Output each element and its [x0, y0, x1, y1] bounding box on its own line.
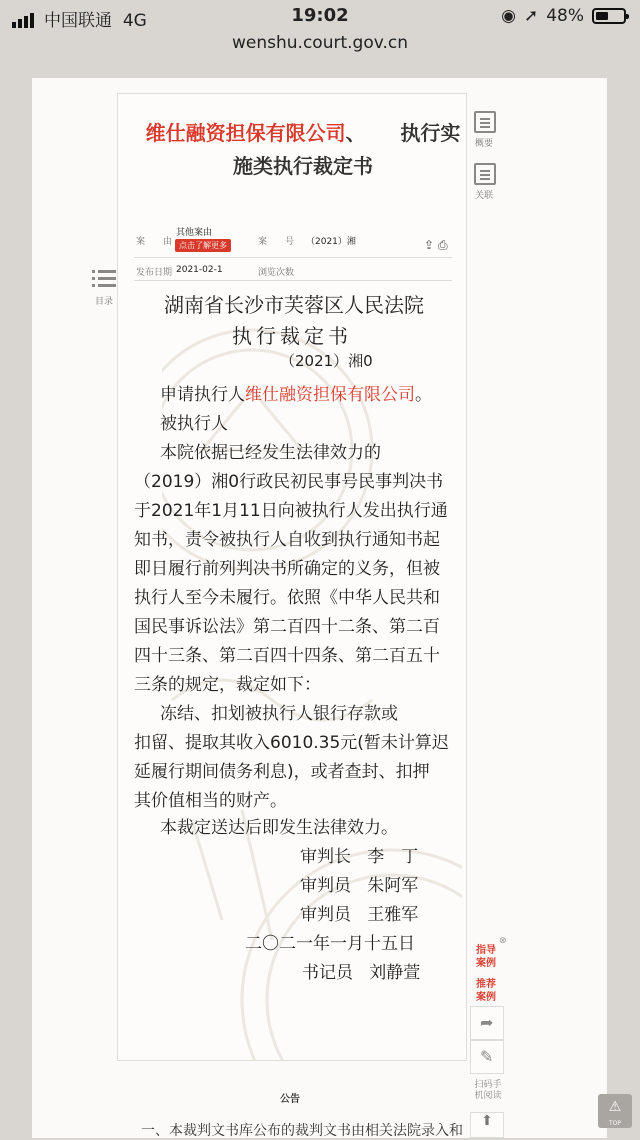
- location-icon: ➚: [523, 6, 539, 26]
- ruling-line: 三条的规定，裁定如下：: [134, 675, 321, 695]
- ruling-line: 执行人至今未履行。依照《中华人民共和: [134, 588, 440, 608]
- ruling-line: 本院依据已经发生法律效力的: [160, 443, 381, 463]
- clerk-role: 书记员: [302, 963, 353, 983]
- applicant-name: 维仕融资担保有限公司: [245, 385, 415, 405]
- catalog-icon: [92, 268, 116, 288]
- pencil-icon: ✎: [480, 1047, 494, 1066]
- title-line2: 施类执行裁定书: [233, 154, 373, 178]
- share-button[interactable]: [470, 1006, 504, 1040]
- summary-label[interactable]: 概要: [475, 139, 494, 149]
- title-separator: 、: [345, 121, 366, 145]
- summary-icon[interactable]: [474, 111, 496, 133]
- ruling-line: 四十三条、第二百四十四条、第二百五十: [134, 646, 440, 666]
- print-icon[interactable]: ⎙: [438, 238, 448, 252]
- ruling-line: 国民事诉讼法》第二百四十二条、第二百: [134, 617, 440, 637]
- battery-percent: 48%: [546, 6, 584, 26]
- notice-text: 一、本裁判文书库公布的裁判文书由相关法院录入和: [141, 1123, 463, 1139]
- judge-name: 李 丁: [367, 847, 419, 867]
- forward-icon: ➦: [480, 1013, 494, 1032]
- rotation-lock-icon: ◉: [501, 6, 516, 26]
- effect-statement: 本裁定送达后即发生法律效力。: [160, 818, 398, 838]
- meta-divider-2: [134, 280, 452, 281]
- ruling-line: 知书，责令被执行人自收到执行通知书起: [134, 530, 440, 550]
- judge-line: [300, 900, 418, 925]
- ruling-line: （2019）湘0行政民初民事号民事判决书: [134, 472, 444, 492]
- back-to-top-button[interactable]: [470, 1112, 504, 1138]
- status-right: [501, 6, 626, 26]
- title-suffix: 执行实: [400, 121, 461, 145]
- close-icon[interactable]: ⊗: [499, 936, 507, 946]
- scan-label[interactable]: 扫码手机阅读: [474, 1080, 502, 1101]
- judge-line: [300, 871, 418, 896]
- case-number: （2021）湘0: [280, 352, 373, 370]
- related-label[interactable]: 关联: [475, 191, 494, 201]
- judge-name: 朱阿军: [367, 876, 419, 896]
- guide-cases-link[interactable]: 指导案例: [476, 945, 496, 969]
- cause-value: 其他案由: [176, 228, 213, 238]
- title-party: 维仕融资担保有限公司: [145, 121, 346, 145]
- order-line: 其价值相当的财产。: [134, 791, 287, 811]
- case-number-wrap: [306, 234, 356, 247]
- document-date: 二〇二一年一月十五日: [245, 934, 415, 954]
- meta-divider: [134, 257, 452, 258]
- clerk-name: 刘静萱: [369, 963, 421, 983]
- related-icon[interactable]: [474, 163, 496, 185]
- battery-icon: [592, 8, 626, 24]
- network-type: 4G: [122, 11, 147, 31]
- judge-role: 审判长: [300, 847, 351, 867]
- catalog-button[interactable]: [92, 268, 116, 307]
- views-label: 浏览次数: [258, 268, 295, 278]
- catalog-label: 目录: [95, 297, 114, 307]
- order-line: 扣留、提取其收入6010.35元(暂未计算迟: [134, 733, 449, 753]
- publish-date-wrap: [176, 265, 223, 275]
- carrier-name: 中国联通: [44, 11, 112, 31]
- ruling-line: 即日履行前列判决书所确定的义务，但被: [134, 559, 440, 579]
- case-number-label: 案 号: [258, 237, 295, 247]
- cause-value-wrap: [176, 225, 212, 238]
- case-number-value: （2021）湘: [306, 237, 356, 247]
- share-icon[interactable]: ⇪: [424, 238, 435, 252]
- applicant-end: 。: [415, 385, 432, 405]
- battery-fill: [596, 12, 608, 20]
- cause-label: 案 由: [136, 237, 173, 247]
- go-top-button[interactable]: [598, 1094, 632, 1128]
- judge-name: 王雅军: [367, 905, 419, 925]
- ruling-line: 于2021年1月11日向被执行人发出执行通: [134, 501, 448, 521]
- respondent-label: 被执行人: [160, 414, 228, 434]
- go-top-label: TOP: [608, 1120, 621, 1127]
- warning-icon: ⚠: [608, 1099, 622, 1115]
- clerk-line: [302, 958, 420, 983]
- document-type: 执行裁定书: [232, 324, 352, 348]
- address-bar[interactable]: wenshu.court.gov.cn: [232, 33, 408, 53]
- applicant-label: 申请执行人: [160, 385, 245, 405]
- status-bar: [0, 0, 640, 32]
- judge-role: 审判员: [300, 905, 351, 925]
- notice-title: 公告: [280, 1094, 300, 1105]
- court-name: 湖南省长沙市芙蓉区人民法院: [164, 293, 424, 317]
- order-line: 延履行期间债务利息)，或者查封、扣押: [134, 762, 430, 782]
- recommended-cases-link[interactable]: 推荐案例: [476, 979, 496, 1003]
- learn-more-button[interactable]: 点击了解更多: [175, 239, 231, 252]
- applicant-line: [160, 380, 432, 405]
- judge-line: [300, 842, 418, 867]
- order-line: 冻结、扣划被执行人银行存款或: [160, 704, 398, 724]
- clock: 19:02: [291, 5, 349, 26]
- judge-role: 审判员: [300, 876, 351, 896]
- publish-date-value: 2021-02-1: [176, 265, 223, 275]
- document-title: [138, 117, 468, 183]
- publish-date-label: 发布日期: [136, 268, 173, 278]
- edit-button[interactable]: [470, 1040, 504, 1074]
- arrow-up-icon: ⬆: [481, 1113, 493, 1129]
